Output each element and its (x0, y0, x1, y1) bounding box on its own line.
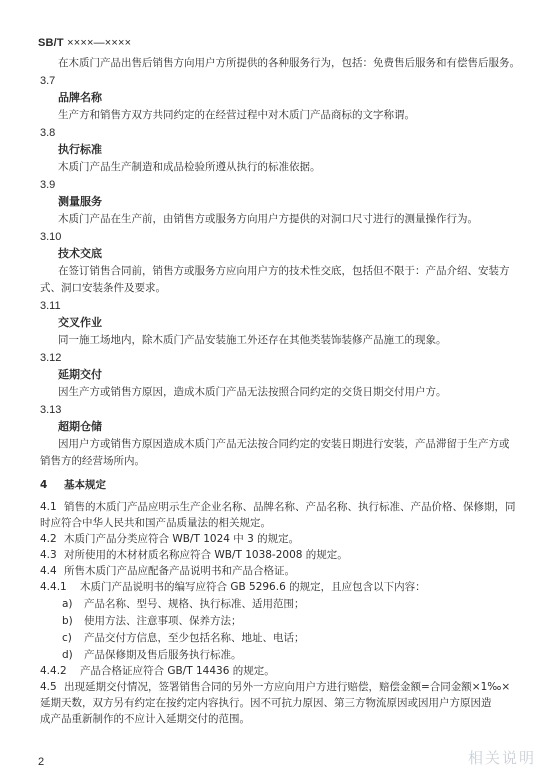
clause-line (40, 564, 295, 578)
paragraph-line: 在木质门产品出售后销售方向用户方所提供的各种服务行为，包括：免费售后服务和有偿售后服务。 (58, 57, 520, 69)
term-definition: 木质门产品生产制造和成品检验所遵从执行的标准依据。 (58, 161, 321, 173)
standard-header (38, 37, 131, 49)
section-heading (40, 478, 106, 492)
clause-number: 4.4 (40, 565, 57, 577)
list-marker: c) (62, 632, 72, 644)
clause-text: 对所使用的木材材质名称应符合 WB/T 1038-2008 的规定。 (64, 549, 348, 561)
clause-cont: 时应符合中华人民共和国产品质量法的相关规定。 (40, 517, 271, 529)
term-title: 品牌名称 (58, 91, 102, 104)
clause-number: 4.1 (40, 501, 57, 513)
term-title: 执行标准 (58, 143, 102, 156)
term-definition: 因生产方或销售方原因，造成木质门产品无法按照合同约定的交货日期交付用户方。 (58, 386, 447, 398)
clause-line (40, 680, 510, 694)
clause-number: 4.5 (40, 681, 57, 693)
term-title: 测量服务 (58, 195, 102, 208)
clause-number: 3.13 (40, 404, 62, 416)
clause-number: 4.4.1 (40, 581, 67, 593)
clause-number: 4.2 (40, 533, 57, 545)
clause-text: 木质门产品说明书的编写应符合 GB 5296.6 的规定，且应包含以下内容： (80, 581, 426, 593)
list-marker: d) (62, 649, 73, 661)
term-title: 交叉作业 (58, 316, 102, 329)
term-definition-cont: 销售方的经营场所内。 (40, 455, 145, 467)
clause-number: 3.10 (40, 231, 62, 243)
clause-number: 3.9 (40, 179, 56, 191)
term-title: 延期交付 (58, 368, 102, 381)
clause-number: 3.7 (40, 75, 56, 87)
term-definition-cont: 式、洞口安装条件及要求。 (40, 282, 166, 294)
clause-number: 3.11 (40, 300, 61, 312)
list-item (62, 648, 242, 662)
clause-cont: 延期天数，双方另有约定在按约定内容执行。因不可抗力原因、第三方物流原因或因用户方原因造 (40, 697, 492, 709)
list-text: 产品名称、型号、规格、执行标准、适用范围； (84, 598, 305, 610)
clause-cont: 成产品重新制作的不应计入延期交付的范围。 (40, 713, 250, 725)
term-definition: 生产方和销售方双方共同约定的在经营过程中对木质门产品商标的文字称谓。 (58, 109, 415, 121)
term-definition: 木质门产品在生产前，由销售方或服务方向用户方提供的对洞口尺寸进行的测量操作行为。 (58, 213, 478, 225)
list-item (62, 614, 242, 628)
clause-text: 销售的木质门产品应明示生产企业名称、品牌名称、产品名称、执行标准、产品价格、保修期，同 (64, 501, 516, 513)
clause-text: 所售木质门产品应配备产品说明书和产品合格证。 (64, 565, 295, 577)
list-marker: b) (62, 615, 73, 627)
list-marker: a) (62, 598, 73, 610)
clause-line (40, 548, 348, 562)
clause-text: 木质门产品分类应符合 WB/T 1024 中 3 的规定。 (64, 533, 300, 545)
list-text: 产品交付方信息，至少包括名称、地址、电话； (84, 632, 305, 644)
clause-number: 3.12 (40, 352, 62, 364)
subclause-line (40, 580, 426, 594)
standard-prefix: SB/T (38, 37, 64, 49)
list-item (62, 631, 305, 645)
list-text: 使用方法、注意事项、保养方法； (84, 615, 242, 627)
page-number: 2 (38, 756, 45, 768)
clause-number: 4.3 (40, 549, 57, 561)
subclause-line (40, 664, 275, 678)
watermark: 相关说明 (467, 749, 536, 767)
section-title: 基本规定 (64, 479, 106, 491)
term-definition: 同一施工场地内，除木质门产品安装施工外还存在其他类装饰装修产品施工的现象。 (58, 334, 447, 346)
term-title: 技术交底 (58, 247, 102, 260)
standard-code: ××××—×××× (63, 37, 132, 49)
clause-text: 产品合格证应符合 GB/T 14436 的规定。 (80, 665, 275, 677)
term-title: 超期仓储 (58, 420, 102, 433)
term-definition: 在签订销售合同前，销售方或服务方应向用户方的技术性交底，包括但不限于：产品介绍、安装方 (58, 265, 510, 277)
clause-number: 4.4.2 (40, 665, 67, 677)
list-item (62, 597, 305, 611)
clause-line (40, 532, 299, 546)
list-text: 产品保修期及售后服务执行标准。 (84, 649, 242, 661)
clause-number: 3.8 (40, 127, 56, 139)
term-definition: 因用户方或销售方原因造成木质门产品无法按合同约定的安装日期进行安装，产品滞留于生产方或 (58, 438, 510, 450)
clause-line (40, 500, 516, 514)
section-number: 4 (40, 479, 48, 491)
clause-text: 出现延期交付情况，签署销售合同的另外一方应向用户方进行赔偿，赔偿金额=合同金额×1‰× (64, 681, 511, 693)
